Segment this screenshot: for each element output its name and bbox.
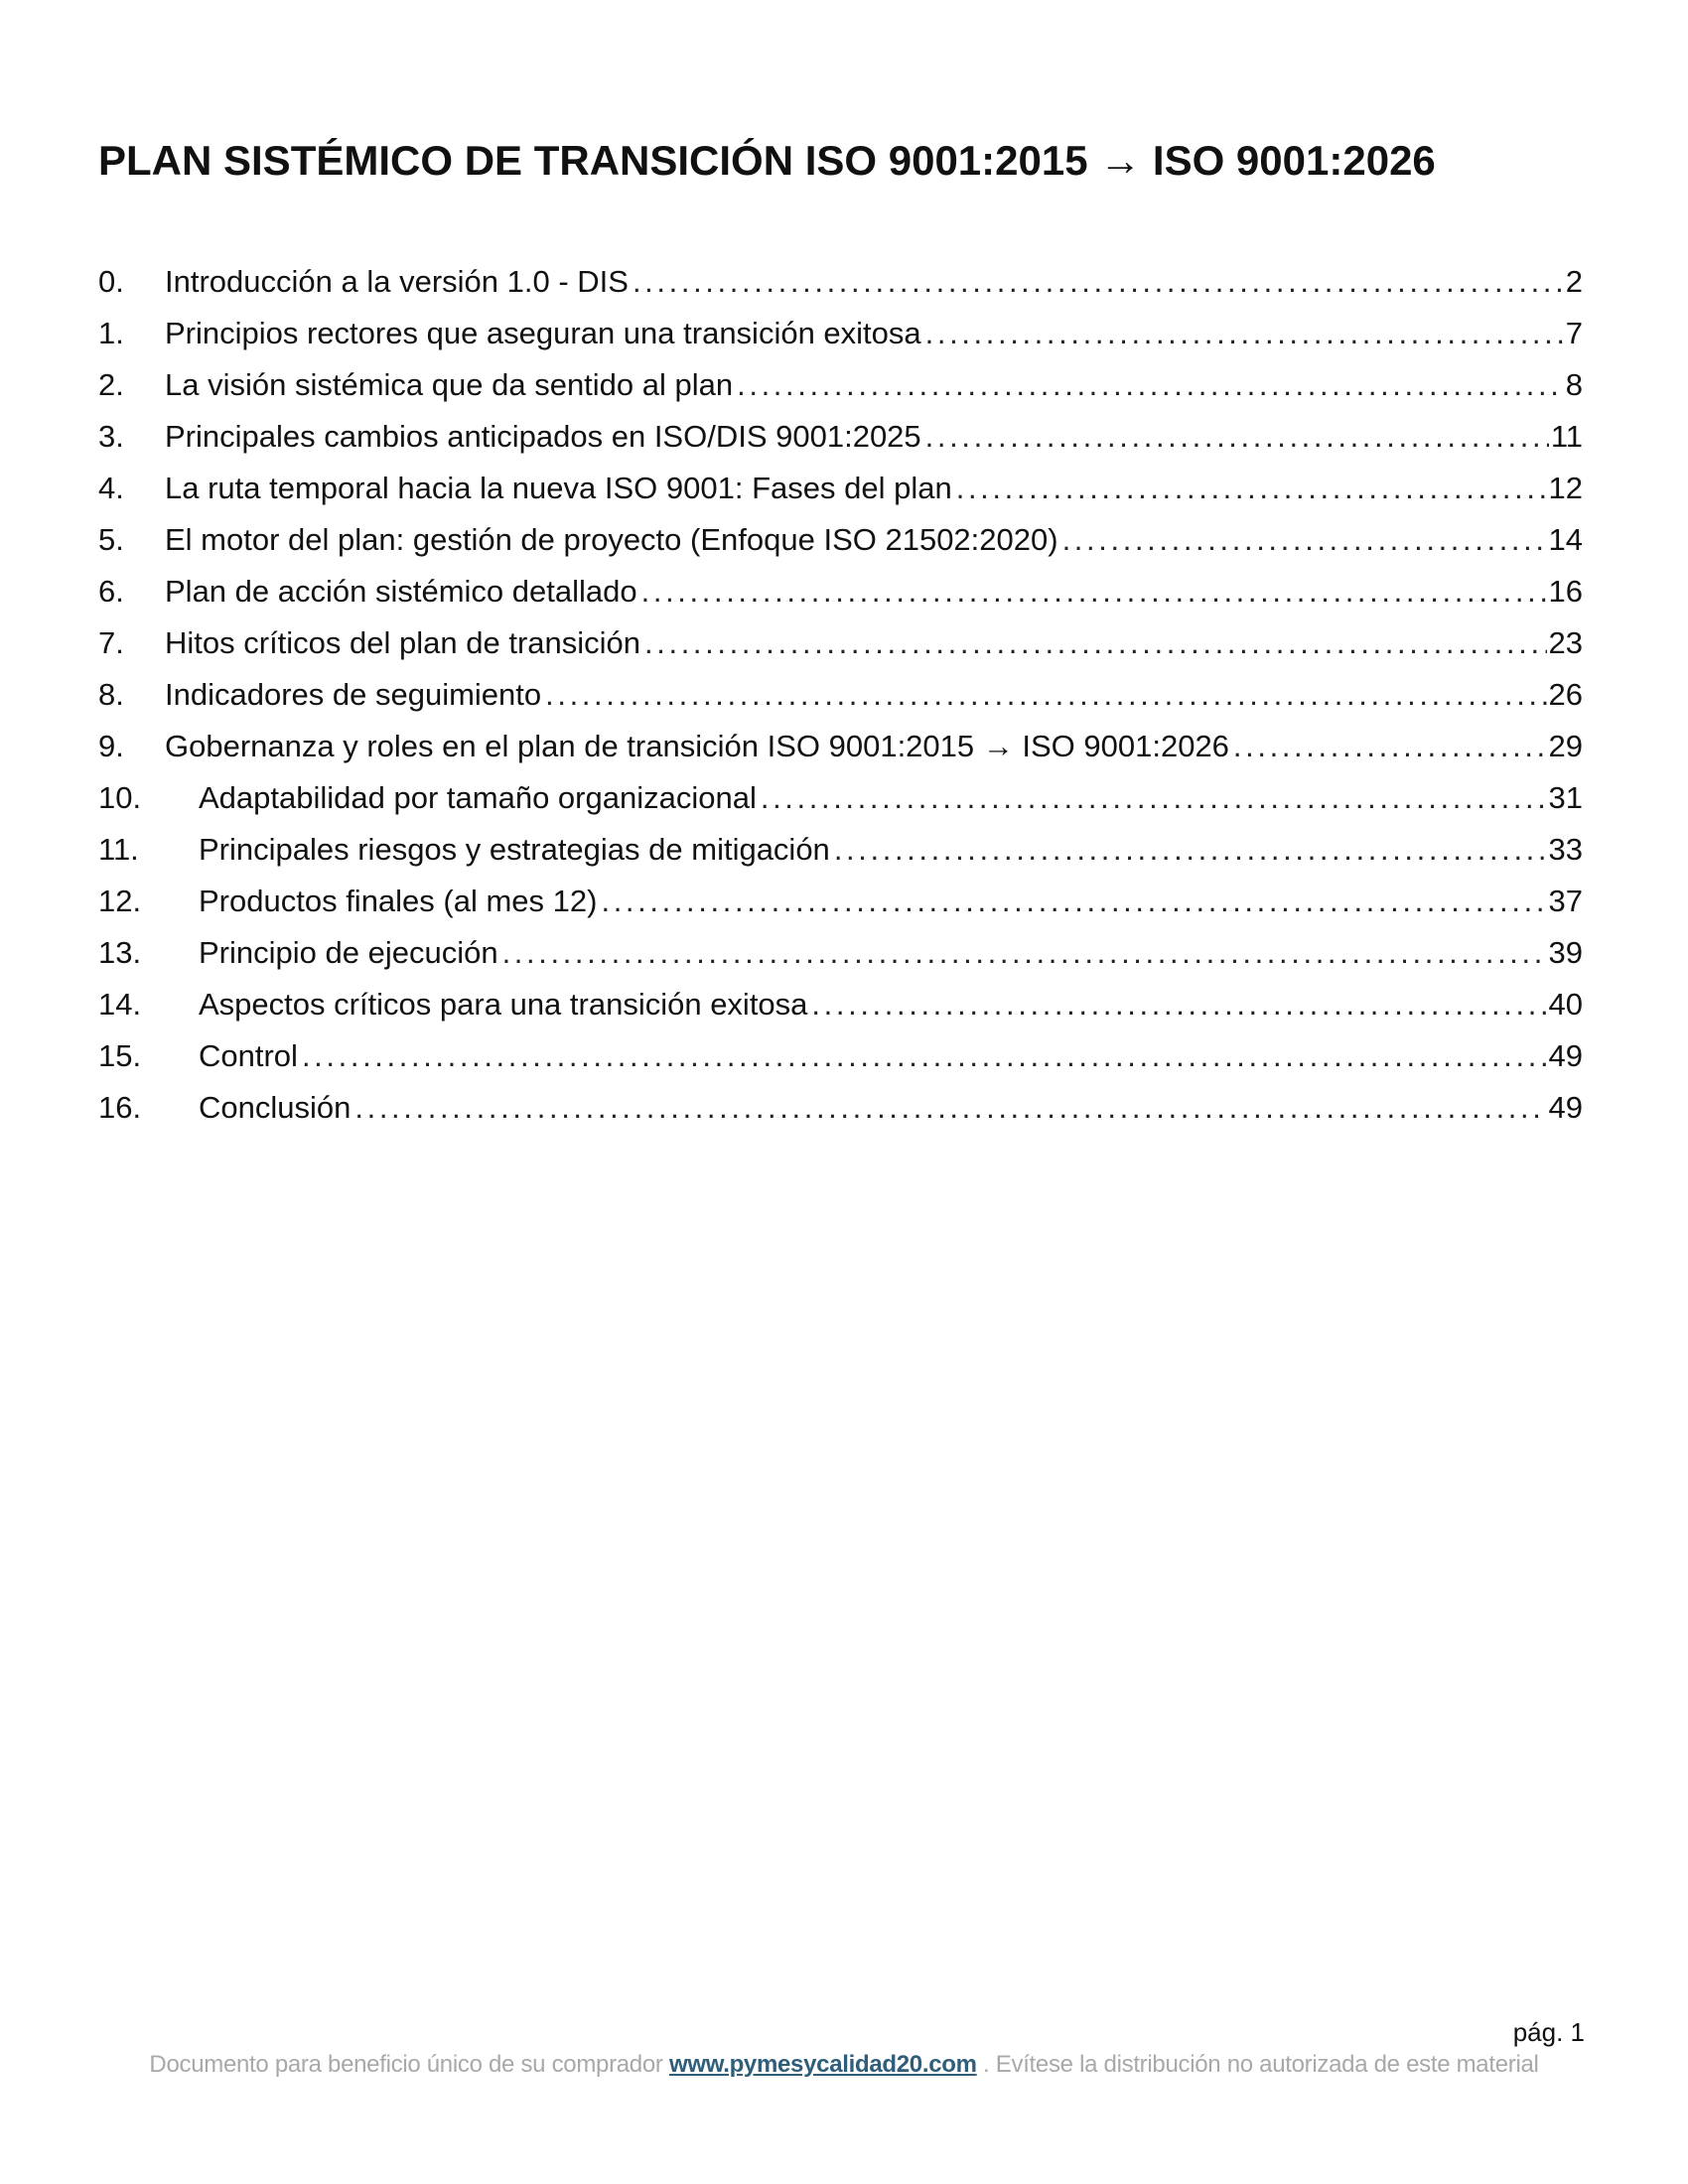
toc-entry[interactable] — [98, 411, 1583, 463]
toc-entry-label: Hitos críticos del plan de transición — [165, 625, 641, 660]
toc-entry-page: 40 — [1548, 987, 1583, 1022]
toc-entry[interactable] — [98, 876, 1583, 927]
toc-entry[interactable] — [98, 514, 1583, 566]
toc-entry[interactable] — [98, 359, 1583, 411]
toc-entry-page: 8 — [1565, 367, 1583, 402]
toc-entry[interactable] — [98, 824, 1583, 876]
toc-dot-leader — [956, 463, 1547, 514]
toc-entry[interactable] — [98, 617, 1583, 669]
toc-dot-leader — [633, 256, 1564, 308]
toc-entry-label: Productos finales (al mes 12) — [199, 884, 598, 918]
toc-entry-number: 6. — [98, 574, 124, 609]
toc-entry-label: Control — [199, 1038, 298, 1073]
toc-entry[interactable] — [98, 256, 1583, 308]
toc-entry-label: Adaptabilidad por tamaño organizacional — [199, 780, 757, 815]
toc-entry[interactable] — [98, 721, 1583, 772]
toc-entry-label: Introducción a la versión 1.0 - DIS — [165, 264, 629, 299]
toc-entry-page: 11 — [1550, 419, 1583, 454]
toc-dot-leader — [737, 359, 1564, 411]
toc-entry-label: Indicadores de seguimiento — [165, 677, 542, 712]
toc-entry-number: 14. — [98, 987, 142, 1022]
toc-entry[interactable] — [98, 566, 1583, 617]
toc-entry[interactable] — [98, 669, 1583, 721]
toc-entry-number: 13. — [98, 935, 142, 970]
toc-entry-page: 33 — [1548, 832, 1583, 867]
toc-dot-leader — [925, 308, 1564, 359]
toc-entry-label: Principales cambios anticipados en ISO/DIS 9001:2025 — [165, 419, 921, 454]
toc-entry-number: 16. — [98, 1090, 142, 1125]
toc-entry-number: 15. — [98, 1038, 142, 1073]
toc-dot-leader — [641, 566, 1547, 617]
toc-entry-label: Principales riesgos y estrategias de mitigación — [199, 832, 830, 867]
toc-entry-page: 14 — [1548, 522, 1583, 557]
toc-entry-page: 23 — [1548, 625, 1583, 660]
toc-entry[interactable] — [98, 927, 1583, 979]
toc-entry[interactable] — [98, 1082, 1583, 1134]
toc-entry[interactable] — [98, 308, 1583, 359]
toc-entry-number: 11. — [98, 832, 139, 867]
toc-entry-page: 49 — [1548, 1090, 1583, 1125]
toc-dot-leader — [644, 617, 1547, 669]
toc-entry-label: Principio de ejecución — [199, 935, 498, 970]
toc-entry[interactable] — [98, 979, 1583, 1030]
toc-entry-label: Gobernanza y roles en el plan de transición ISO 9001:2015 → ISO 9001:2026 — [165, 729, 1229, 763]
toc-entry-page: 49 — [1548, 1038, 1583, 1073]
distribution-notice-suffix: . Evítese la distribución no autorizada de este material — [983, 2051, 1539, 2078]
toc-dot-leader — [1233, 721, 1547, 772]
toc-entry-number: 2. — [98, 367, 124, 402]
table-of-contents — [98, 256, 1583, 1134]
toc-dot-leader — [761, 772, 1547, 824]
toc-entry-page: 26 — [1548, 677, 1583, 712]
toc-entry-number: 1. — [98, 316, 124, 350]
toc-entry-number: 7. — [98, 625, 124, 660]
toc-entry[interactable] — [98, 1030, 1583, 1082]
toc-entry-number: 8. — [98, 677, 124, 712]
distribution-notice-prefix: Documento para beneficio único de su comprador — [149, 2051, 663, 2078]
distribution-notice — [0, 2051, 1688, 2079]
toc-dot-leader — [302, 1030, 1547, 1082]
toc-entry-label: Plan de acción sistémico detallado — [165, 574, 637, 609]
toc-entry-page: 16 — [1548, 574, 1583, 609]
toc-entry-page: 31 — [1548, 780, 1583, 815]
toc-entry-label: Aspectos críticos para una transición exitosa — [199, 987, 808, 1022]
toc-entry-number: 5. — [98, 522, 124, 557]
toc-entry-page: 37 — [1548, 884, 1583, 918]
toc-entry[interactable] — [98, 772, 1583, 824]
toc-dot-leader — [545, 669, 1546, 721]
page-number: pág. 1 — [1512, 2017, 1585, 2047]
toc-entry-label: Conclusión — [199, 1090, 352, 1125]
toc-entry-label: El motor del plan: gestión de proyecto (Enfoque ISO 21502:2020) — [165, 522, 1058, 557]
toc-entry[interactable] — [98, 463, 1583, 514]
toc-entry-page: 12 — [1548, 471, 1583, 505]
document-title: PLAN SISTÉMICO DE TRANSICIÓN ISO 9001:2015 → ISO 9001:2026 — [98, 137, 1436, 184]
toc-entry-label: Principios rectores que aseguran una transición exitosa — [165, 316, 921, 350]
website-link[interactable]: www.pymesycalidad20.com — [668, 2051, 977, 2078]
toc-entry-page: 7 — [1565, 316, 1583, 350]
toc-dot-leader — [1062, 514, 1547, 566]
toc-entry-page: 29 — [1548, 729, 1583, 763]
toc-dot-leader — [354, 1082, 1546, 1134]
toc-entry-number: 4. — [98, 471, 124, 505]
toc-entry-label: La ruta temporal hacia la nueva ISO 9001: Fases del plan — [165, 471, 952, 505]
toc-entry-page: 39 — [1548, 935, 1583, 970]
toc-entry-number: 9. — [98, 729, 124, 763]
toc-entry-number: 0. — [98, 264, 124, 299]
toc-dot-leader — [811, 979, 1546, 1030]
toc-entry-page: 2 — [1565, 264, 1583, 299]
toc-dot-leader — [601, 876, 1546, 927]
toc-entry-number: 12. — [98, 884, 142, 918]
toc-entry-number: 3. — [98, 419, 124, 454]
toc-dot-leader — [925, 411, 1549, 463]
toc-dot-leader — [502, 927, 1547, 979]
toc-dot-leader — [834, 824, 1547, 876]
toc-entry-label: La visión sistémica que da sentido al plan — [165, 367, 734, 402]
toc-entry-number: 10. — [98, 780, 142, 815]
